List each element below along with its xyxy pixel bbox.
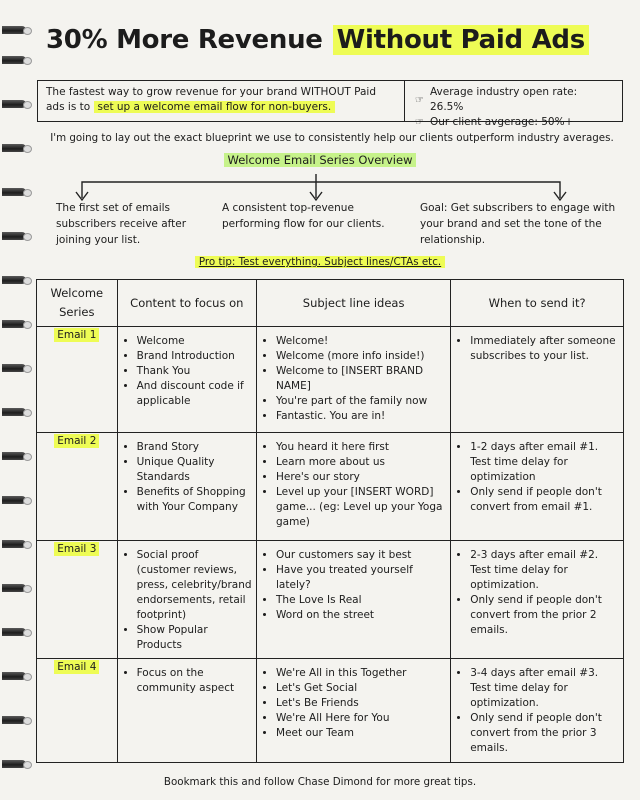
list-item: • Focus on the community aspect <box>137 666 255 696</box>
header-when: When to send it? <box>451 280 624 327</box>
overview-label: Welcome Email Series Overview <box>224 153 417 167</box>
list-item: • Word on the street <box>276 608 449 623</box>
arrow-line <box>82 182 560 198</box>
subjects-cell <box>257 659 451 763</box>
subjects-cell <box>257 541 451 659</box>
when-cell <box>451 327 624 433</box>
stat-text: Our client avgerage: 50%+ <box>429 116 574 128</box>
when-cell <box>451 433 624 541</box>
spiral-ring <box>2 452 26 460</box>
list-item: • Social proof (customer reviews, press, celebrity/brand endorsements, retail footprint) <box>137 548 255 623</box>
list-item: • You're part of the family now <box>276 394 449 409</box>
footer-note: Bookmark this and follow Chase Dimond for more great tips. <box>163 776 477 788</box>
spiral-ring <box>2 320 26 328</box>
list-item: • Welcome! <box>276 334 449 349</box>
content-cell <box>117 327 256 433</box>
when-list <box>452 548 622 638</box>
spiral-ring <box>2 584 26 592</box>
pro-tip <box>0 256 640 268</box>
content-list <box>119 666 255 696</box>
spiral-ring <box>2 26 26 34</box>
when-cell <box>451 541 624 659</box>
list-item: • Welcome <box>137 334 255 349</box>
list-item: • We're All in this Together <box>276 666 449 681</box>
title-highlight: Without Paid Ads <box>333 25 589 55</box>
content-cell <box>117 541 256 659</box>
subjects-cell <box>257 433 451 541</box>
subtitle: I'm going to lay out the exact blueprint we use to consistently help our clients outperform industry averages. <box>50 132 614 144</box>
overview-heading <box>0 153 640 167</box>
stat-client-average <box>415 115 612 130</box>
overview-column-2: A consistent top-revenue performing flow for our clients. <box>222 202 385 230</box>
when-list <box>452 334 622 364</box>
spiral-ring <box>2 540 26 548</box>
hand-point-icon: ☞ <box>415 94 424 106</box>
intro-text <box>38 81 405 121</box>
list-item: • 3-4 days after email #3. Test time delay for optimization. <box>470 666 622 711</box>
overview-column-1: The first set of emails subscribers receive after joining your list. <box>56 202 187 246</box>
list-item: • Meet our Team <box>276 726 449 741</box>
spiral-ring <box>2 760 26 768</box>
list-item: • Level up your [INSERT WORD] game... (eg: Level up your Yoga game) <box>276 485 449 530</box>
list-item: • We're All Here for You <box>276 711 449 726</box>
email-label: Email 4 <box>54 660 99 674</box>
list-item: • Let's Get Social <box>276 681 449 696</box>
list-item: • Welcome (more info inside!) <box>276 349 449 364</box>
page-title <box>46 20 626 60</box>
list-item: • Have you treated yourself lately? <box>276 563 449 593</box>
subjects-cell <box>257 327 451 433</box>
list-item: • Brand Story <box>137 440 255 455</box>
table-row <box>37 541 624 659</box>
email-series-table <box>36 279 624 763</box>
series-cell <box>37 541 118 659</box>
list-item: • The Love Is Real <box>276 593 449 608</box>
list-item: • You heard it here first <box>276 440 449 455</box>
list-item: • Only send if people don't convert from the prior 3 emails. <box>470 711 622 756</box>
header-subject-lines: Subject line ideas <box>257 280 451 327</box>
spiral-ring <box>2 100 26 108</box>
content-cell <box>117 433 256 541</box>
when-list <box>452 440 622 515</box>
overview-column-3: Goal: Get subscribers to engage with your brand and set the tone of the relationship. <box>420 202 616 246</box>
when-cell <box>451 659 624 763</box>
spiral-binding <box>0 0 28 800</box>
series-cell <box>37 327 118 433</box>
list-item: • And discount code if applicable <box>137 379 255 409</box>
when-list <box>452 666 622 756</box>
list-item: • 2-3 days after email #2. Test time delay for optimization. <box>470 548 622 593</box>
spiral-ring <box>2 408 26 416</box>
intro-box <box>37 80 623 128</box>
intro-text-highlight: set up a welcome email flow for non-buyers. <box>94 101 336 113</box>
spiral-ring <box>2 496 26 504</box>
series-cell <box>37 659 118 763</box>
list-item: • Thank You <box>137 364 255 379</box>
email-label: Email 2 <box>54 434 99 448</box>
header-welcome-series: Welcome Series <box>37 280 118 327</box>
stat-open-rate <box>415 85 612 115</box>
list-item: • Let's Be Friends <box>276 696 449 711</box>
table-row <box>37 327 624 433</box>
list-item: • Only send if people don't convert from email #1. <box>470 485 622 515</box>
table-row <box>37 433 624 541</box>
list-item: • Unique Quality Standards <box>137 455 255 485</box>
list-item: • Brand Introduction <box>137 349 255 364</box>
spiral-ring <box>2 364 26 372</box>
spiral-ring <box>2 628 26 636</box>
spiral-ring <box>2 232 26 240</box>
series-cell <box>37 433 118 541</box>
list-item: • Immediately after someone subscribes to your list. <box>470 334 622 364</box>
list-item: • Show Popular Products <box>137 623 255 653</box>
list-item: • Our customers say it best <box>276 548 449 563</box>
spiral-ring <box>2 144 26 152</box>
list-item: • Only send if people don't convert from the prior 2 emails. <box>470 593 622 638</box>
intro-stats <box>405 81 622 128</box>
email-label: Email 3 <box>54 542 99 556</box>
title-prefix: 30% More Revenue <box>46 25 323 55</box>
spiral-ring <box>2 716 26 724</box>
intro-text-start: The fastest way to grow revenue for your brand WITHOUT Paid ads is to <box>46 86 377 113</box>
content-cell <box>117 659 256 763</box>
content-list <box>119 440 255 515</box>
list-item: • Learn more about us <box>276 455 449 470</box>
table-body <box>37 327 624 763</box>
spiral-ring <box>2 672 26 680</box>
table-header-row <box>37 280 624 327</box>
email-label: Email 1 <box>54 328 99 342</box>
pro-tip-text: Pro tip: Test everything. Subject lines/CTAs etc. <box>195 256 445 268</box>
content-list <box>119 334 255 409</box>
subjects-list <box>258 548 449 623</box>
list-item: • Fantastic. You are in! <box>276 409 449 424</box>
hand-point-icon: ☞ <box>415 117 424 128</box>
subjects-list <box>258 334 449 424</box>
stat-text: Average industry open rate: 26.5% <box>429 86 578 113</box>
subjects-list <box>258 666 449 741</box>
spiral-ring <box>2 56 26 64</box>
list-item: • Welcome to [INSERT BRAND NAME] <box>276 364 449 394</box>
list-item: • 1-2 days after email #1. Test time delay for optimization <box>470 440 622 485</box>
spiral-ring <box>2 276 26 284</box>
table-row <box>37 659 624 763</box>
subjects-list <box>258 440 449 530</box>
list-item: • Here's our story <box>276 470 449 485</box>
header-content: Content to focus on <box>117 280 256 327</box>
list-item: • Benefits of Shopping with Your Company <box>137 485 255 515</box>
content-list <box>119 548 255 653</box>
